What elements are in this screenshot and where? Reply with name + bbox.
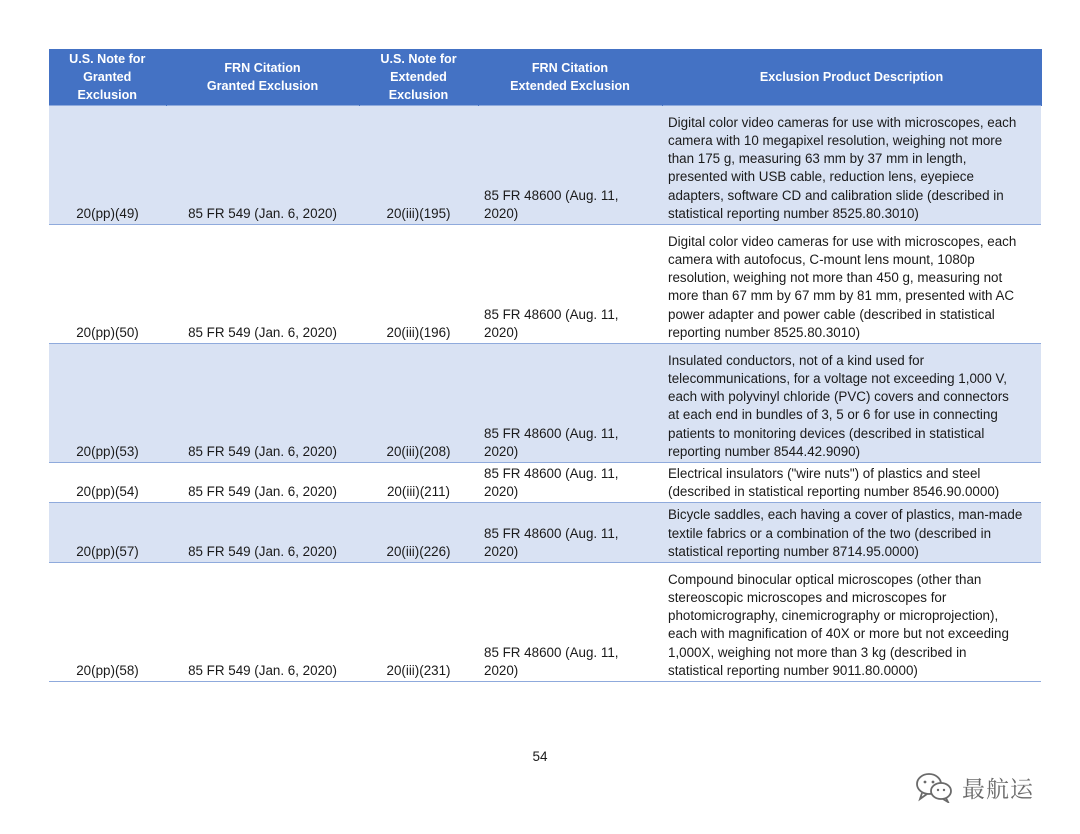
- table-row: [49, 503, 1041, 563]
- cell-description: Electrical insulators ("wire nuts") of plastics and steel (described in statistical reporting number 8546.90.0000): [662, 463, 1041, 503]
- cell-note-extended: 20(iii)(195): [359, 106, 478, 225]
- cell-frn-granted: 85 FR 549 (Jan. 6, 2020): [166, 106, 359, 225]
- cell-note-granted: 20(pp)(54): [49, 463, 166, 503]
- watermark: [914, 768, 1034, 806]
- table-row: [49, 344, 1041, 463]
- cell-frn-extended: 85 FR 48600 (Aug. 11, 2020): [478, 463, 662, 503]
- header-description: Exclusion Product Description: [662, 49, 1041, 106]
- wechat-icon: [914, 771, 954, 803]
- cell-description: Insulated conductors, not of a kind used for telecommunications, for a voltage not exceeding 1,000 V, each with polyvinyl chloride (PVC) covers and connectors at each end in bundles of 3, 5 or 6 for use in connecting patients to monitoring devices (described in statistical reporting number 8544.42.9090): [662, 344, 1041, 463]
- cell-description: Compound binocular optical microscopes (other than stereoscopic microscopes and microscopes for photomicrography, cinemicrography or microprojection), each with magnification of 40X or more but not exceeding 1,000X, weighing not more than 3 kg (described in statistical reporting number 9011.80.0000): [662, 563, 1041, 682]
- header-us-note-granted: U.S. Note for Granted Exclusion: [49, 49, 166, 106]
- page-number: 54: [532, 749, 548, 764]
- table-row: [49, 225, 1041, 344]
- header-frn-granted: FRN Citation Granted Exclusion: [166, 49, 359, 106]
- cell-note-granted: 20(pp)(50): [49, 225, 166, 344]
- header-frn-extended: FRN Citation Extended Exclusion: [478, 49, 662, 106]
- cell-description: Digital color video cameras for use with microscopes, each camera with autofocus, C-mount lens mount, 1080p resolution, weighing not more than 450 g, measuring not more than 67 mm by 67 mm by 81 mm, presented with AC power adapter and power cable (described in statistical reporting number 8525.80.3010): [662, 225, 1041, 344]
- cell-note-granted: 20(pp)(58): [49, 563, 166, 682]
- cell-frn-granted: 85 FR 549 (Jan. 6, 2020): [166, 344, 359, 463]
- table-row: [49, 463, 1041, 503]
- cell-note-extended: 20(iii)(211): [359, 463, 478, 503]
- header-us-note-extended: U.S. Note for Extended Exclusion: [359, 49, 478, 106]
- cell-frn-extended: 85 FR 48600 (Aug. 11, 2020): [478, 225, 662, 344]
- cell-frn-extended: 85 FR 48600 (Aug. 11, 2020): [478, 503, 662, 563]
- cell-frn-granted: 85 FR 549 (Jan. 6, 2020): [166, 463, 359, 503]
- cell-note-extended: 20(iii)(208): [359, 344, 478, 463]
- cell-description: Bicycle saddles, each having a cover of plastics, man-made textile fabrics or a combination of the two (described in statistical reporting number 8714.95.0000): [662, 503, 1041, 563]
- cell-frn-extended: 85 FR 48600 (Aug. 11, 2020): [478, 563, 662, 682]
- cell-note-granted: 20(pp)(49): [49, 106, 166, 225]
- cell-frn-granted: 85 FR 549 (Jan. 6, 2020): [166, 563, 359, 682]
- table-row: [49, 563, 1041, 682]
- cell-note-extended: 20(iii)(231): [359, 563, 478, 682]
- watermark-text: 最航运: [962, 776, 1034, 803]
- exclusions-table: [49, 49, 1042, 682]
- cell-frn-granted: 85 FR 549 (Jan. 6, 2020): [166, 503, 359, 563]
- cell-frn-granted: 85 FR 549 (Jan. 6, 2020): [166, 225, 359, 344]
- cell-note-granted: 20(pp)(53): [49, 344, 166, 463]
- cell-note-extended: 20(iii)(196): [359, 225, 478, 344]
- table-header-row: [49, 49, 1041, 106]
- cell-frn-extended: 85 FR 48600 (Aug. 11, 2020): [478, 344, 662, 463]
- table-row: [49, 106, 1041, 225]
- cell-note-extended: 20(iii)(226): [359, 503, 478, 563]
- cell-description: Digital color video cameras for use with microscopes, each camera with 10 megapixel resolution, weighing not more than 175 g, measuring 63 mm by 37 mm in length, presented with USB cable, reduction lens, eyepiece adapters, software CD and calibration slide (described in statistical reporting number 8525.80.3010): [662, 106, 1041, 225]
- cell-note-granted: 20(pp)(57): [49, 503, 166, 563]
- cell-frn-extended: 85 FR 48600 (Aug. 11, 2020): [478, 106, 662, 225]
